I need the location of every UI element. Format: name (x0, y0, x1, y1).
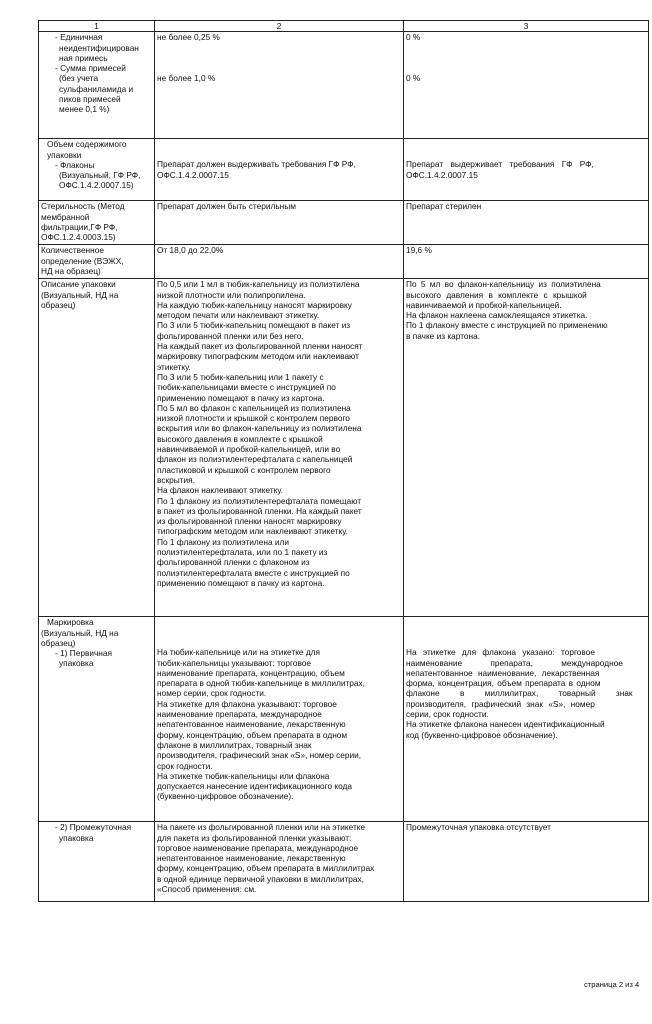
table-row-labelling-intermediate (39, 822, 649, 902)
cell-line: непатентованное наименование, лекарственная (406, 667, 600, 678)
result-cell (404, 32, 649, 139)
cell-line: тюбик-капельницами вместе с инструкцией по (157, 382, 336, 393)
cell-line: препарата в одной тюбик-капельнице в миллилитрах, (157, 678, 365, 689)
cell-line: в пакет из фольгированной пленки. На каждый пакет (157, 505, 362, 516)
column-header: 1 (39, 21, 155, 32)
cell-line: По 0,5 или 1 мл в тюбик-капельницу из полиэтилена (157, 279, 360, 290)
cell-line: По 1 флакону вместе с инструкцией по применению (406, 320, 608, 331)
cell-line: наименование препарата, международное (406, 657, 623, 668)
cell-line: форму, концентрацию, объем препарата в одном (157, 729, 348, 740)
cell-line: ная примесь (59, 52, 108, 63)
cell-line: код (буквенно-цифровое обозначение). (406, 729, 558, 740)
cell-line: Препарат стерилен (406, 201, 482, 212)
cell-line: Препарат выдерживает требования ГФ РФ, (406, 159, 594, 170)
cell-line: навинчиваемой и пробкой-капельницей. (406, 299, 562, 310)
cell-line: номер серии, срок годности. (157, 688, 267, 699)
column-header: 2 (155, 21, 404, 32)
cell-line: НД на образец) (41, 265, 101, 276)
requirement-cell (155, 32, 404, 139)
cell-line: - Единичная (55, 32, 103, 43)
result-cell (404, 139, 649, 201)
column-header: 3 (404, 21, 649, 32)
cell-line: Количественное (41, 245, 104, 256)
cell-line: для пакета из фольгированной пленки указывают: (157, 832, 352, 843)
requirement-cell (155, 279, 404, 617)
cell-line: 19,6 % (406, 245, 432, 256)
cell-line: торговое наименование препарата, международное (157, 842, 359, 853)
result-cell (404, 822, 649, 902)
cell-line: пиков примесей (59, 94, 121, 105)
requirement-cell (155, 617, 404, 822)
cell-line: На тюбик-капельнице или на этикетке для (157, 647, 321, 658)
cell-line: непатентованное наименование, лекарственную (157, 853, 346, 864)
cell-line: непатентованное наименование, лекарственную (157, 719, 346, 730)
cell-line: На этикетке для флакона указано: торговое (406, 647, 595, 658)
cell-line: мембранной (41, 211, 90, 222)
table-row-impurities (39, 32, 649, 139)
parameter-cell (39, 617, 155, 822)
requirement-cell (155, 822, 404, 902)
cell-line: фольгированной пленки с флаконом из (157, 557, 310, 568)
parameter-cell (39, 201, 155, 245)
cell-line: навинчиваемой и пробкой-капельницей, или во (157, 444, 341, 455)
cell-line: Промежуточная упаковка отсутствует (406, 822, 551, 833)
table-row-volume (39, 139, 649, 201)
table-row-assay (39, 245, 649, 279)
cell-line: (буквенно-цифровое обозначение). (157, 791, 294, 802)
cell-line: методом печати или наклеивают этикетку. (157, 310, 320, 321)
cell-line: - 1) Первичная (55, 648, 112, 659)
cell-line: этикетку. (157, 361, 191, 372)
cell-line: вскрытия. (157, 474, 195, 485)
cell-line: высокого давления в комплекте с крышкой (157, 433, 323, 444)
cell-line: ОФС.1.4.2.0007.15) (59, 180, 134, 191)
page-number: страница 2 из 4 (584, 980, 640, 989)
cell-line: «Способ применения: см. (157, 884, 257, 895)
cell-line: не более 0,25 % (157, 32, 220, 43)
cell-line: применению помещают в пачку из картона. (157, 392, 325, 403)
cell-line: На каждую тюбик-капельницу наносят маркировку (157, 299, 352, 310)
cell-line: производителя, графический знак «S», номер серии, (157, 750, 362, 761)
table-header-row (39, 21, 649, 32)
cell-line: форму, концентрацию, объем препарата в миллилитрах (157, 863, 375, 874)
cell-line: По 5 мл во флакон-капельницу из полиэтилена (406, 279, 601, 290)
cell-line: фильтрации,ГФ РФ, (41, 221, 118, 232)
cell-line: флаконе в миллилитрах, товарный знак (157, 739, 312, 750)
cell-line: срок годности. (157, 760, 213, 771)
cell-line: На каждый пакет из фольгированной пленки наносят (157, 341, 363, 352)
cell-line: упаковки (47, 149, 82, 160)
cell-line: По 5 мл во флакон с капельницей из полиэтилена (157, 402, 351, 413)
result-cell (404, 201, 649, 245)
cell-line: упаковка (59, 658, 94, 669)
cell-line: Препарат должен выдерживать требования ГФ РФ, (157, 159, 356, 170)
cell-line: неидентифицирован (59, 42, 139, 53)
cell-line: низкой плотности или полипропилена. (157, 289, 306, 300)
cell-line: определение (ВЭЖХ, (41, 255, 124, 266)
cell-line: По 1 флакону из полиэтилентерефталата помещают (157, 495, 362, 506)
cell-line: (Визуальный, НД на (41, 289, 119, 300)
cell-line: Маркировка (47, 617, 94, 628)
cell-line: Описание упаковки (41, 279, 116, 290)
cell-line: низкой плотности и крышкой с контролем первого (157, 413, 350, 424)
table-row-packaging (39, 279, 649, 617)
parameter-cell (39, 245, 155, 279)
cell-line: ОФС.1.4.2.0007.15 (406, 169, 478, 180)
cell-line: в пачке из картона. (406, 330, 481, 341)
cell-line: На этикетке тюбик-капельницы или флакона (157, 770, 330, 781)
requirement-cell (155, 139, 404, 201)
cell-line: На этикетке для флакона указывают: торговое (157, 698, 337, 709)
table-row-sterility (39, 201, 649, 245)
cell-line: полиэтилентерефталата вместе с инструкцией по (157, 567, 350, 578)
cell-line: 0 % (406, 32, 421, 43)
cell-line: От 18,0 до 22,0% (157, 245, 224, 256)
result-cell (404, 617, 649, 822)
cell-line: - 2) Промежуточная (55, 822, 132, 833)
cell-line: ОФС.1.4.2.0007.15 (157, 169, 229, 180)
cell-line: По 3 или 5 тюбик-капельниц помещают в пакет из (157, 320, 351, 331)
cell-line: наименование препарата, концентрацию, объем (157, 667, 345, 678)
cell-line: Стерильность (Метод (41, 201, 125, 212)
cell-line: применению помещают в пачку из картона. (157, 577, 325, 588)
cell-line: - Флаконы (55, 159, 95, 170)
cell-line: (Визуальный, ГФ РФ, (59, 170, 141, 181)
cell-line: наименование препарата, международное (157, 709, 322, 720)
parameter-cell (39, 32, 155, 139)
cell-line: Объем содержимого (47, 139, 127, 150)
table-row-labelling-primary (39, 617, 649, 822)
cell-line: сульфаниламида и (59, 83, 134, 94)
cell-line: На флакон наклеена самоклеящаяся этикетка. (406, 310, 588, 321)
requirement-cell (155, 201, 404, 245)
cell-line: допускается нанесение идентификационного кода (157, 781, 353, 792)
cell-line: упаковка (59, 832, 94, 843)
cell-line: По 3 или 5 тюбик-капельниц или 1 пакету с (157, 371, 324, 382)
cell-line: 0 % (406, 72, 421, 83)
cell-line: из фольгированной пленки наносят маркировку (157, 516, 342, 527)
cell-line: пластиковой и крышкой с контролем первого (157, 464, 331, 475)
cell-line: форма, концентрация, объем препарата в одном (406, 678, 601, 689)
cell-line: фольгированной пленки или без него. (157, 330, 304, 341)
cell-line: Препарат должен быть стерильным (157, 201, 296, 212)
cell-line: ОФС.1.2.4.0003.15) (41, 232, 116, 243)
cell-line: полиэтилентерефталата, или по 1 пакету из (157, 547, 328, 558)
cell-line: флакон из полиэтилентерефталата с капельницей (157, 454, 353, 465)
parameter-cell (39, 822, 155, 902)
cell-line: На флакон наклеивают этикетку. (157, 485, 284, 496)
parameter-cell (39, 139, 155, 201)
cell-line: производителя, графический знак «S», номер (406, 698, 595, 709)
result-cell (404, 279, 649, 617)
cell-line: На этикетке флакона нанесен идентификационный (406, 719, 605, 730)
cell-line: На пакете из фольгированной пленки или на этикетке (157, 822, 366, 833)
cell-line: (Визуальный, НД на (41, 627, 119, 638)
cell-line: - Сумма примесей (55, 63, 126, 74)
cell-line: По 1 флакону из полиэтилена или (157, 536, 289, 547)
cell-line: не более 1,0 % (157, 72, 216, 83)
cell-line: серии, срок годности. (406, 709, 489, 720)
cell-line: (без учета (59, 73, 99, 84)
cell-line: высокого давления в комплекте с крышкой (406, 289, 587, 300)
cell-line: в одной единице первичной упаковки в миллилитрах, (157, 873, 364, 884)
cell-line: менее 0,1 %) (59, 104, 110, 115)
cell-line: тюбик-капельницы указывают: торговое (157, 657, 312, 668)
result-cell (404, 245, 649, 279)
specification-table (38, 20, 649, 902)
cell-line: маркировку типографским методом или наклеивают (157, 351, 359, 362)
cell-line: образец) (41, 637, 76, 648)
cell-line: флаконе в миллилитрах, товарный знак (406, 688, 633, 699)
cell-line: типографским методом или наклеивают этикетку. (157, 526, 348, 537)
cell-line: образец) (41, 299, 76, 310)
requirement-cell (155, 245, 404, 279)
parameter-cell (39, 279, 155, 617)
cell-line: вскрытия или во флакон-капельницу из полиэтилена (157, 423, 362, 434)
